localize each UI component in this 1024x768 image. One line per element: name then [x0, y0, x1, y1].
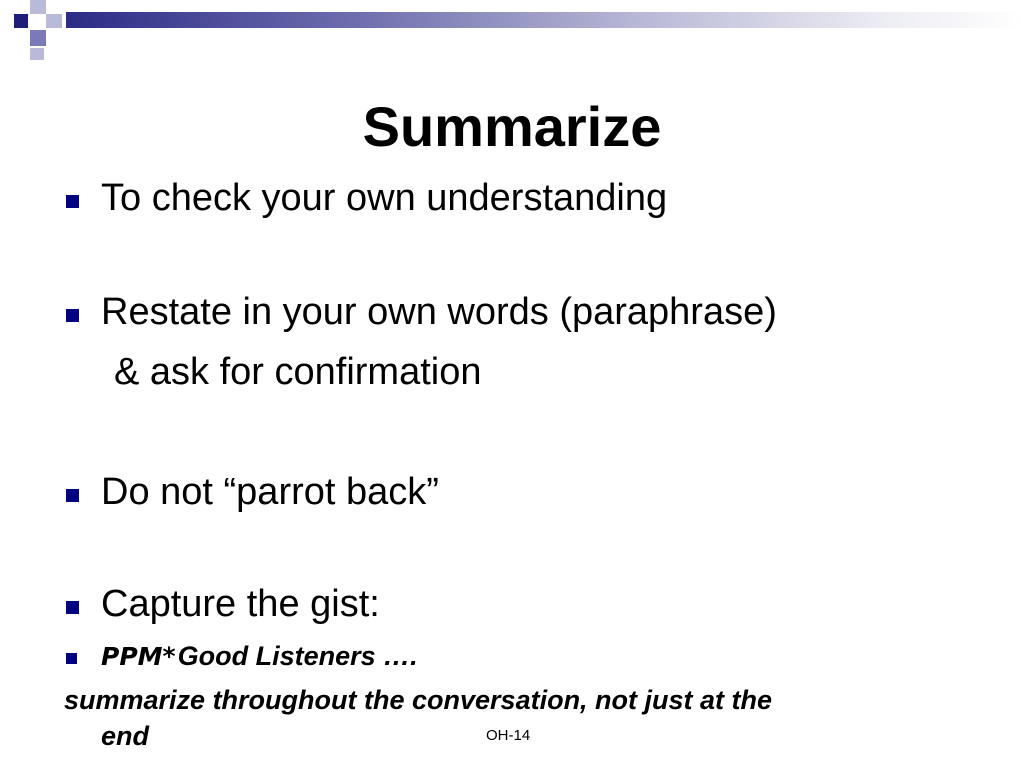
bullet-square [66, 489, 79, 502]
header-square-light [30, 48, 44, 60]
header-square-light [30, 0, 46, 14]
dingbat-glyphs: PPM* [101, 642, 176, 671]
header-decoration [0, 0, 1024, 64]
closing-line: summarize throughout the conversation, not just at the [64, 685, 773, 715]
bullet-text: To check your own understanding [101, 177, 668, 219]
good-listeners-text: Good Listeners …. [177, 641, 418, 671]
bullet-text: Capture the gist: [101, 583, 380, 625]
bullet-square [66, 601, 79, 614]
slide-title: Summarize [362, 95, 662, 158]
bullet-square [66, 309, 79, 322]
bullet-text-italic [101, 640, 418, 672]
closing-line-end: end [101, 721, 150, 751]
header-square-mid [30, 30, 46, 46]
header-gradient-bar [66, 12, 1024, 28]
bullet-text: Restate in your own words (paraphrase) [101, 291, 777, 333]
bullet-text: Do not “parrot back” [101, 471, 439, 513]
slide-number: OH-14 [486, 727, 531, 744]
bullet-square [66, 195, 79, 208]
bullet-square [66, 653, 77, 664]
bullet-continuation: & ask for confirmation [114, 351, 482, 393]
header-square-dark [14, 14, 28, 28]
header-square-light [46, 14, 62, 28]
